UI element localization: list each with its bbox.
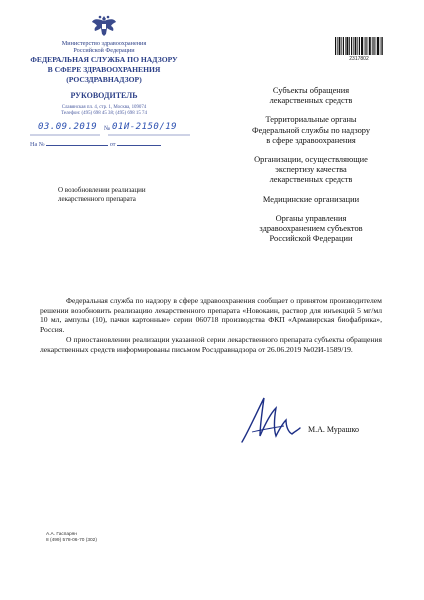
body-paragraph-2: О приостановлении реализации указанной серии лекарственного препарата субъекты обращения лекарственных средств информированы письмом Росздравнадзора от 26.06.2019 №02И-1589/19. (40, 334, 382, 354)
recipient-line: здравоохранением субъектов (259, 224, 363, 234)
russian-coat-of-arms-icon (91, 14, 117, 38)
recipient-line: Федеральной службы по надзору (251, 125, 371, 135)
na-blank (46, 145, 108, 146)
recipient-line: Органы управления (275, 213, 347, 223)
recipient-line: Территориальные органы (265, 115, 357, 125)
ot-label: от (109, 141, 116, 148)
executor-phone: 8 (499) 578-06-70 (302) (46, 538, 97, 544)
recipient-group (226, 155, 396, 186)
signatory-name: М.А. Мурашко (308, 425, 359, 434)
phone: Телефон: (495) 698 45 38; (495) 698 15 74 (61, 111, 147, 117)
barcode (335, 37, 383, 57)
subject-line2: лекарственного препарата (58, 194, 136, 203)
recipient-line: Российской Федерации (269, 234, 353, 244)
recipient-line: в сфере здравоохранения (266, 135, 356, 145)
recipient-line: Организации, осуществляющие (254, 155, 368, 165)
registration-date: 03.09.2019 (38, 122, 98, 132)
letterhead (14, 14, 194, 117)
recipient-group (226, 86, 396, 106)
recipient-group (226, 115, 396, 146)
ot-blank (117, 145, 161, 146)
executor-block (46, 532, 97, 545)
subject-line1: О возобновлении реализации (58, 186, 146, 194)
recipient-line: экспертизу качества (275, 165, 347, 175)
recipient-line: лекарственных средств (269, 175, 353, 185)
executor-name: А.А. Гаспарян (46, 532, 77, 537)
service-name-line1: ФЕДЕРАЛЬНАЯ СЛУЖБА ПО НАДЗОРУ (30, 55, 178, 65)
recipient-line: Субъекты обращения (272, 86, 350, 95)
recipients-block (226, 86, 396, 253)
body-paragraph-1: Федеральная служба по надзору в сфере здравоохранения сообщает о принятом производителем решении возобновить реализацию лекарственного препарата «Новокаин, раствор для инъекций 5 мг/мл 10 мл, ампулы (10), пачки картонные» серии 060718 производства ФКП «Армавирская биофабрика», Россия. (40, 296, 382, 335)
letter-subject (58, 186, 198, 203)
recipient-line: Медицинские организации (262, 194, 360, 204)
address: Славянская пл. 4, стр. 1, Москва, 109074 (61, 105, 147, 111)
recipient-group (226, 195, 396, 205)
handwritten-signature (238, 392, 302, 446)
country-name: Российской Федерации (73, 47, 135, 55)
na-label: На № (30, 141, 45, 148)
position-title: РУКОВОДИТЕЛЬ (70, 91, 138, 101)
service-name-line2: В СФЕРЕ ЗДРАВООХРАНЕНИЯ (47, 65, 161, 75)
barcode-number: 2317802 (349, 56, 369, 62)
recipient-line: лекарственных средств (269, 96, 353, 106)
recipient-group (226, 214, 396, 245)
reference-line (30, 141, 161, 148)
registration-number: 01И-2150/19 (112, 122, 178, 132)
letter-body (40, 296, 382, 354)
ministry-name: Министерство здравоохранения (61, 40, 147, 47)
service-name-line3: (РОСЗДРАВНАДЗОР) (66, 75, 142, 85)
number-sign: № (104, 125, 111, 132)
